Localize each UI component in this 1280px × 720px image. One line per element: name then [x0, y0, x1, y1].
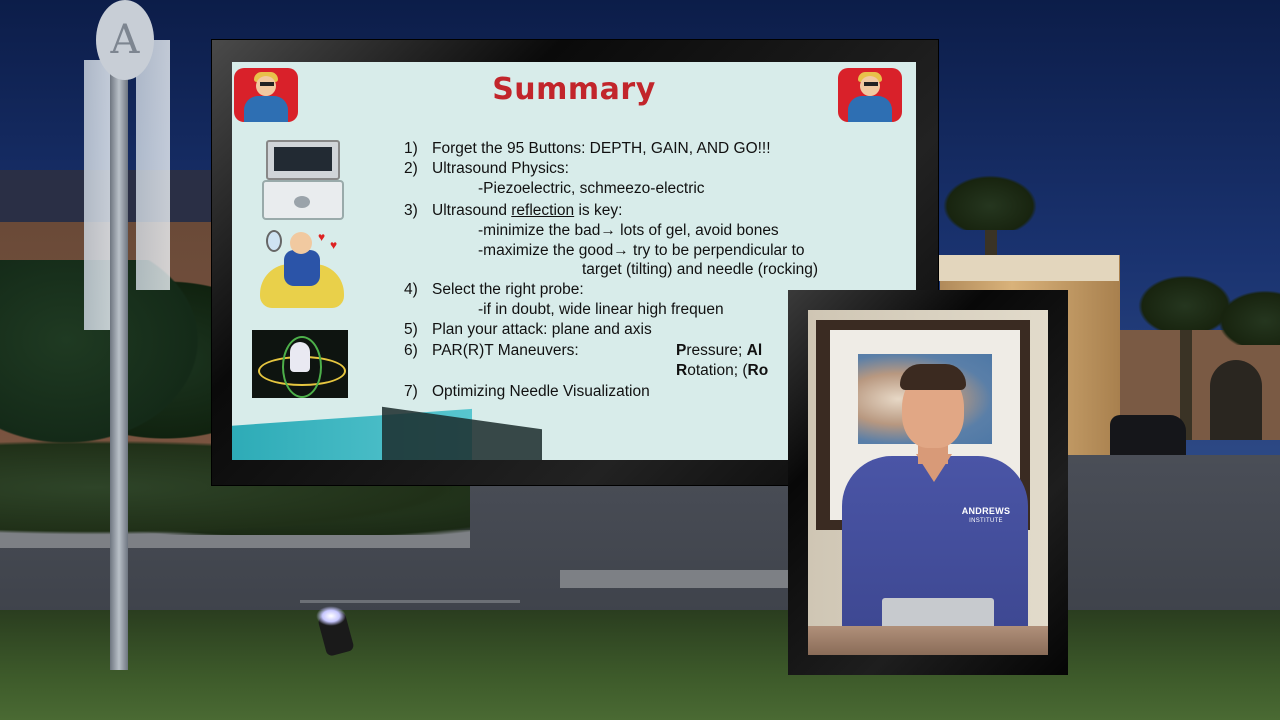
item-number: 4) — [404, 281, 418, 298]
item-text-underlined: reflection — [511, 202, 575, 219]
desk — [808, 626, 1048, 655]
item-number: 7) — [404, 383, 418, 400]
flag-banner — [136, 40, 170, 290]
item-number: 5) — [404, 321, 418, 338]
ultrasound-machine-image — [262, 140, 340, 218]
sub-item: -if in doubt, wide linear high frequen — [478, 301, 724, 318]
logo-line: ANDREWS — [961, 506, 1011, 516]
curb — [560, 570, 790, 588]
item-number: 1) — [404, 140, 418, 157]
item-text: Ultrasound Physics: — [432, 160, 569, 177]
item-text: Select the right probe: — [432, 281, 584, 298]
scrubs-collar — [916, 454, 952, 482]
palm-tree — [935, 170, 1045, 230]
list-item — [404, 342, 579, 360]
pole-emblem: A — [96, 0, 154, 80]
item-text: PAR(R)T Maneuvers: — [432, 342, 579, 359]
sub-item-rotation: Rotation; (Ro — [676, 362, 769, 379]
palm-tree — [1210, 285, 1280, 345]
item-text: is key: — [574, 202, 623, 219]
laptop — [882, 598, 994, 626]
sub-item: -Piezoelectric, schmeezo-electric — [478, 180, 705, 197]
list-item — [404, 202, 622, 220]
presenter-hair — [900, 364, 966, 390]
item-text: Optimizing Needle Visualization — [432, 383, 650, 400]
pillar-cap — [935, 255, 1119, 281]
road-marking — [300, 600, 520, 603]
vanity-cartoon-image — [256, 228, 348, 316]
grass — [0, 610, 1280, 720]
building-arch — [1210, 360, 1262, 440]
sub-item: target (tilting) and needle (rocking) — [582, 261, 819, 278]
heart-icon: ♥ — [330, 238, 338, 252]
presenter-video — [808, 310, 1048, 655]
item-text: Ultrasound — [432, 202, 512, 219]
sub-item: -minimize the bad→ lots of gel, avoid bones — [478, 222, 779, 239]
logo-line: INSTITUTE — [969, 518, 1003, 524]
list-item — [404, 160, 569, 178]
item-number: 6) — [404, 342, 418, 359]
list-item — [404, 383, 650, 401]
heart-icon: ♥ — [318, 230, 326, 244]
item-number: 3) — [404, 202, 418, 219]
scrubs-logo — [956, 506, 1016, 526]
list-item — [404, 281, 584, 299]
sub-item: -maximize the good→ try to be perpendicular to — [478, 242, 805, 259]
list-item — [404, 140, 771, 158]
sub-item-pressure: Pressure; Al — [676, 342, 763, 359]
item-text: Forget the 95 Buttons: DEPTH, GAIN, AND GO!!! — [432, 140, 771, 157]
presenter-video-frame — [788, 290, 1068, 675]
lamp-light — [316, 606, 346, 626]
item-number: 2) — [404, 160, 418, 177]
slide-title: Summary — [492, 72, 656, 107]
probe-axis-image — [252, 330, 348, 398]
flag-pole — [110, 20, 128, 670]
list-item — [404, 321, 652, 339]
item-text: Plan your attack: plane and axis — [432, 321, 652, 338]
